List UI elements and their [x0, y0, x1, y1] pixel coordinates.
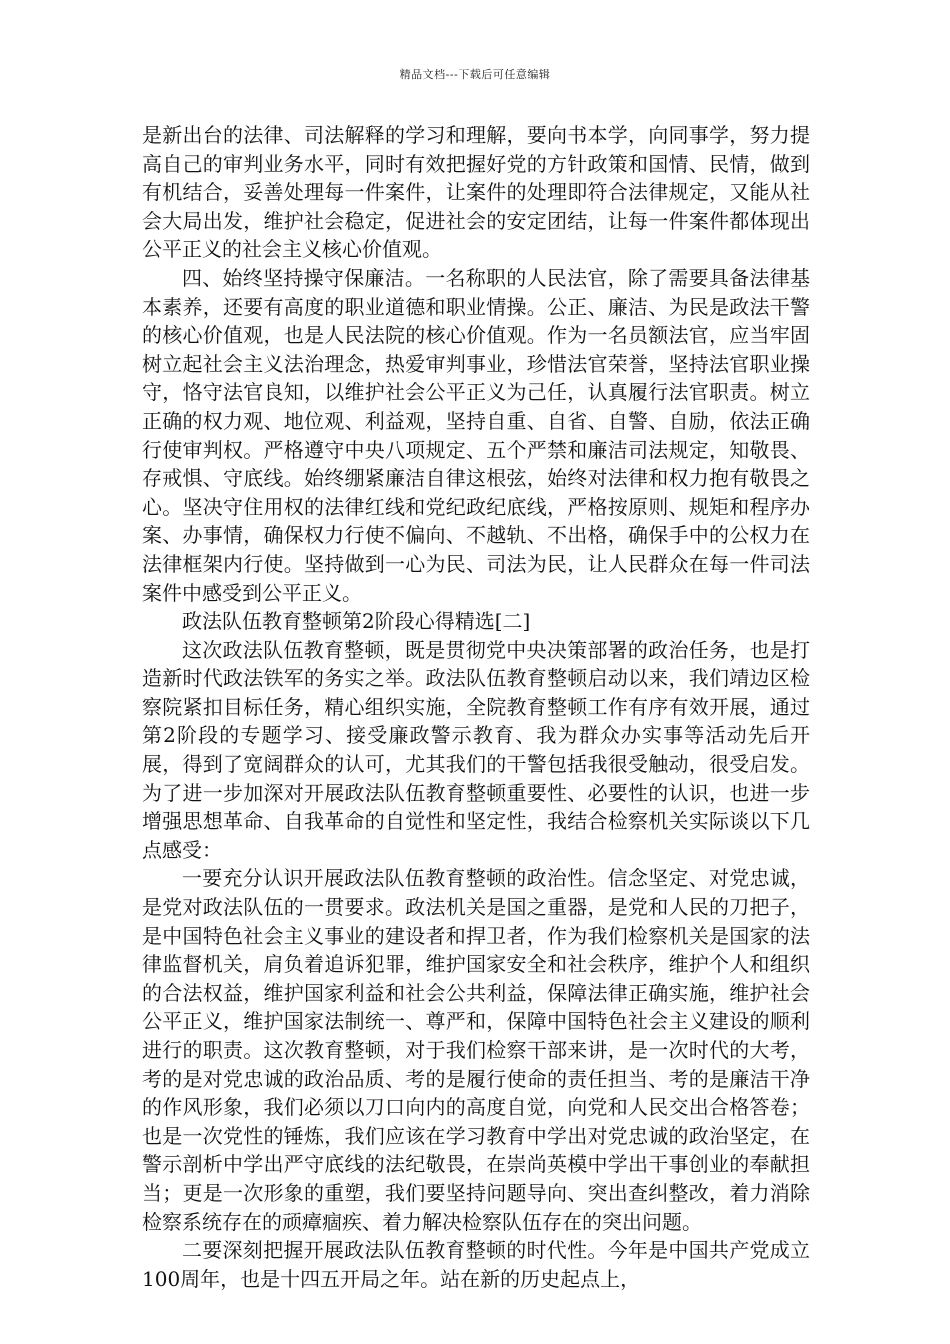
paragraph-point-two: 二要深刻把握开展政法队伍教育整顿的时代性。今年是中国共产党成立100周年，也是十四五开局之年。站在新的历史起点上， [142, 1238, 810, 1291]
section-title: 政法队伍教育整顿第2阶段心得精选[二] [182, 609, 531, 634]
paragraph-point-one: 一要充分认识开展政法队伍教育整顿的政治性。信念坚定、对党忠诚，是党对政法队伍的一贯要求。政法机关是国之重器，是党和人民的刀把子，是中国特色社会主义事业的建设者和捍卫者，作为我们检察机关是国家的法律监督机关，肩负着追诉犯罪，维护国家安全和社会秩序，维护个人和组织的合法权益，维护国家利益和社会公共利益，保障法律正确实施，维护社会公平正义，维护国家法制统一、尊严和，保障中国特色社会主义建设的顺利进行的职责。这次教育整顿，对于我们检察干部来讲，是一次时代的大考，考的是对党忠诚的政治品质、考的是履行使命的责任担当、考的是廉洁干净的作风形象，我们必须以刀口向内的高度自觉，向党和人民交出合格答卷；也是一次党性的锤炼，我们应该在学习教育中学出对党忠诚的政治坚定，在警示剖析中学出严守底线的法纪敬畏，在崇尚英模中学出干事创业的奉献担当；更是一次形象的重塑，我们要坚持问题导向、突出查纠整改，着力消除检察系统存在的顽瘴痼疾、着力解决检察队伍存在的突出问题。 [142, 866, 810, 1234]
paragraph-section-four: 四、始终坚持操守保廉洁。一名称职的人民法官，除了需要具备法律基本素养，还要有高度的职业道德和职业情操。公正、廉洁、为民是政法干警的核心价值观，也是人民法院的核心价值观。作为一名员额法官，应当牢固树立起社会主义法治理念，热爱审判事业，珍惜法官荣誉，坚持法官职业操守，恪守法官良知，以维护社会公平正义为己任，认真履行法官职责。树立正确的权力观、地位观、利益观，坚持自重、自省、自警、自励，依法正确行使审判权。严格遵守中央八项规定、五个严禁和廉洁司法规定，知敬畏、存戒惧、守底线。始终绷紧廉洁自律这根弦，始终对法律和权力抱有敬畏之心。坚决守住用权的法律红线和党纪政纪底线，严格按原则、规矩和程序办案、办事情，确保权力行使不偏向、不越轨、不出格，确保手中的公权力在法律框架内行使。坚持做到一心为民、司法为民，让人民群众在每一件司法案件中感受到公平正义。 [142, 265, 810, 605]
document-body [142, 121, 810, 1293]
page-header: 精品文档---下载后可任意编辑 [399, 68, 551, 81]
paragraph-continuation: 是新出台的法律、司法解释的学习和理解，要向书本学，向同事学，努力提高自己的审判业务水平，同时有效把握好党的方针政策和国情、民情，做到有机结合，妥善处理每一件案件，让案件的处理即符合法律规定，又能从社会大局出发，维护社会稳定，促进社会的安定团结，让每一件案件都体现出公平正义的社会主义核心价值观。 [142, 123, 810, 262]
paragraph-intro: 这次政法队伍教育整顿，既是贯彻党中央决策部署的政治任务，也是打造新时代政法铁军的务实之举。政法队伍教育整顿启动以来，我们靖边区检察院紧扣目标任务，精心组织实施，全院教育整顿工作有序有效开展，通过第2阶段的专题学习、接受廉政警示教育、我为群众办实事等活动先后开展，得到了宽阔群众的认可，尤其我们的干警包括我很受触动，很受启发。为了进一步加深对开展政法队伍教育整顿重要性、必要性的认识，也进一步增强思想革命、自我革命的自觉性和坚定性，我结合检察机关实际谈以下几点感受： [142, 637, 810, 862]
